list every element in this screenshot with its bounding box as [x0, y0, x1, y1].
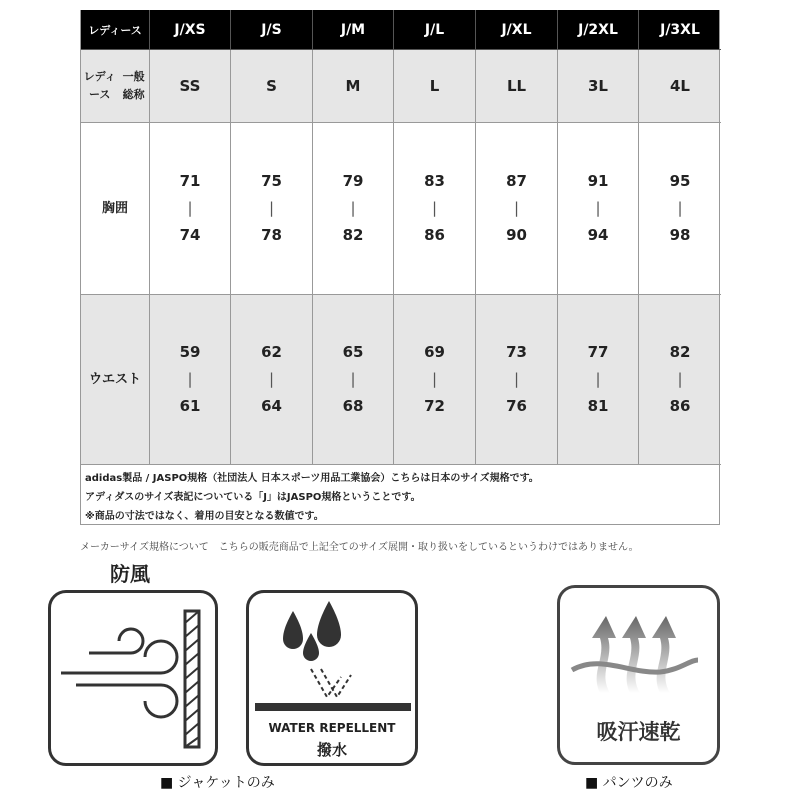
range-max: 94 — [587, 226, 609, 244]
range-min: 62 — [261, 343, 282, 361]
header-row — [81, 10, 719, 50]
note-line: adidas製品 / JASPO規格（社団法人 日本スポーツ用品工業協会）こちらは日本のサイズ規格です。 — [85, 473, 539, 484]
general-size-value: S — [266, 77, 277, 95]
windproof-title: 防風 — [110, 562, 150, 586]
range-separator: | — [677, 199, 683, 217]
range-min: 65 — [342, 343, 364, 361]
row-label: ウエスト — [88, 372, 141, 387]
range-separator: | — [268, 370, 275, 388]
note-line: ※商品の寸法ではなく、着用の目安となる数値です。 — [85, 511, 324, 522]
header-cell-text: J/XS — [174, 21, 206, 38]
header-cell-text: J/S — [261, 21, 282, 38]
header-cell — [81, 10, 150, 50]
header-cell-text: J/2XL — [578, 21, 618, 38]
range-separator: | — [513, 199, 520, 217]
table-cell — [639, 123, 721, 295]
general-size-value: 4L — [670, 77, 690, 95]
size-table — [80, 10, 720, 525]
row-label: 一般総称 — [122, 70, 145, 101]
maker-note: メーカーサイズ規格について こちらの販売商品で上記全てのサイズ展開・取り扱いをしているというわけではありません。 — [80, 542, 639, 553]
header-cell — [558, 10, 639, 50]
general-size-row — [81, 50, 719, 123]
range-min: 83 — [424, 172, 445, 190]
header-cell-text: J/M — [340, 21, 366, 38]
range-separator: | — [677, 370, 683, 388]
range-separator: | — [595, 370, 601, 388]
range-min: 71 — [179, 172, 201, 190]
general-size-value: 3L — [588, 77, 608, 95]
size-notes — [81, 465, 719, 525]
table-cell — [313, 295, 394, 465]
range-max: 78 — [261, 226, 282, 244]
table-cell — [558, 50, 639, 123]
chest-row — [81, 123, 719, 295]
header-cell — [394, 10, 476, 50]
row-label-cell — [81, 123, 150, 295]
table-cell — [476, 295, 558, 465]
range-min: 87 — [506, 172, 527, 190]
table-cell — [394, 123, 476, 295]
range-max: 86 — [424, 226, 445, 244]
table-cell — [150, 50, 231, 123]
table-cell — [558, 123, 639, 295]
range-min: 69 — [424, 343, 445, 361]
header-cell-text: J/XL — [501, 21, 532, 38]
general-size-value: L — [429, 77, 440, 95]
header-cell — [313, 10, 394, 50]
range-separator: | — [431, 199, 438, 217]
header-cell — [231, 10, 313, 50]
header-cell — [150, 10, 231, 50]
header-cell-text: J/L — [424, 21, 445, 38]
table-cell — [558, 295, 639, 465]
pants-only-caption: ■ パンツのみ — [585, 775, 673, 791]
table-cell — [150, 123, 231, 295]
table-cell — [394, 50, 476, 123]
quick-dry-label: 吸汗速乾 — [596, 720, 681, 744]
note-line: アディダスのサイズ表記についている「J」はJASPO規格ということです。 — [85, 492, 421, 503]
range-max: 82 — [342, 226, 364, 244]
row-label: レディース — [83, 70, 116, 101]
range-max: 86 — [669, 397, 691, 415]
table-cell — [476, 123, 558, 295]
water-repellent-en: WATER REPELLENT — [268, 721, 396, 735]
range-separator: | — [187, 370, 193, 388]
row-label-cell — [81, 295, 150, 465]
table-cell — [231, 123, 313, 295]
range-max: 98 — [669, 226, 691, 244]
range-separator: | — [513, 370, 520, 388]
table-cell — [639, 295, 721, 465]
range-max: 68 — [342, 397, 364, 415]
general-size-value: LL — [506, 77, 527, 95]
range-max: 90 — [506, 226, 527, 244]
range-max: 81 — [587, 397, 609, 415]
row-label-cell — [81, 50, 150, 123]
header-cell-text: J/3XL — [660, 21, 700, 38]
header-cell-text: レディース — [88, 23, 142, 37]
row-label: 胸囲 — [101, 201, 128, 216]
table-cell — [231, 50, 313, 123]
quick-dry-icon — [557, 585, 720, 765]
range-max: 76 — [506, 397, 527, 415]
table-cell — [394, 295, 476, 465]
table-cell — [231, 295, 313, 465]
general-size-value: SS — [179, 77, 201, 95]
range-max: 61 — [179, 397, 201, 415]
table-cell — [150, 295, 231, 465]
range-separator: | — [431, 370, 438, 388]
water-repellent-icon — [246, 590, 418, 766]
table-cell — [313, 50, 394, 123]
range-min: 77 — [587, 343, 609, 361]
general-size-value: M — [345, 77, 361, 95]
range-separator: | — [268, 199, 275, 217]
header-cell — [639, 10, 721, 50]
range-separator: | — [350, 370, 356, 388]
range-max: 72 — [424, 397, 445, 415]
windproof-icon — [48, 590, 218, 766]
range-separator: | — [187, 199, 193, 217]
header-cell — [476, 10, 558, 50]
range-min: 95 — [669, 172, 691, 190]
range-min: 79 — [342, 172, 364, 190]
range-max: 64 — [261, 397, 282, 415]
range-separator: | — [595, 199, 601, 217]
water-repellent-jp: 撥水 — [316, 741, 347, 759]
table-cell — [476, 50, 558, 123]
table-cell — [313, 123, 394, 295]
range-min: 73 — [506, 343, 527, 361]
range-max: 74 — [179, 226, 201, 244]
range-separator: | — [350, 199, 356, 217]
waist-row — [81, 295, 719, 465]
range-min: 59 — [179, 343, 201, 361]
range-min: 91 — [587, 172, 609, 190]
table-cell — [639, 50, 721, 123]
jacket-only-caption: ■ ジャケットのみ — [160, 775, 275, 791]
range-min: 82 — [669, 343, 691, 361]
range-min: 75 — [261, 172, 282, 190]
